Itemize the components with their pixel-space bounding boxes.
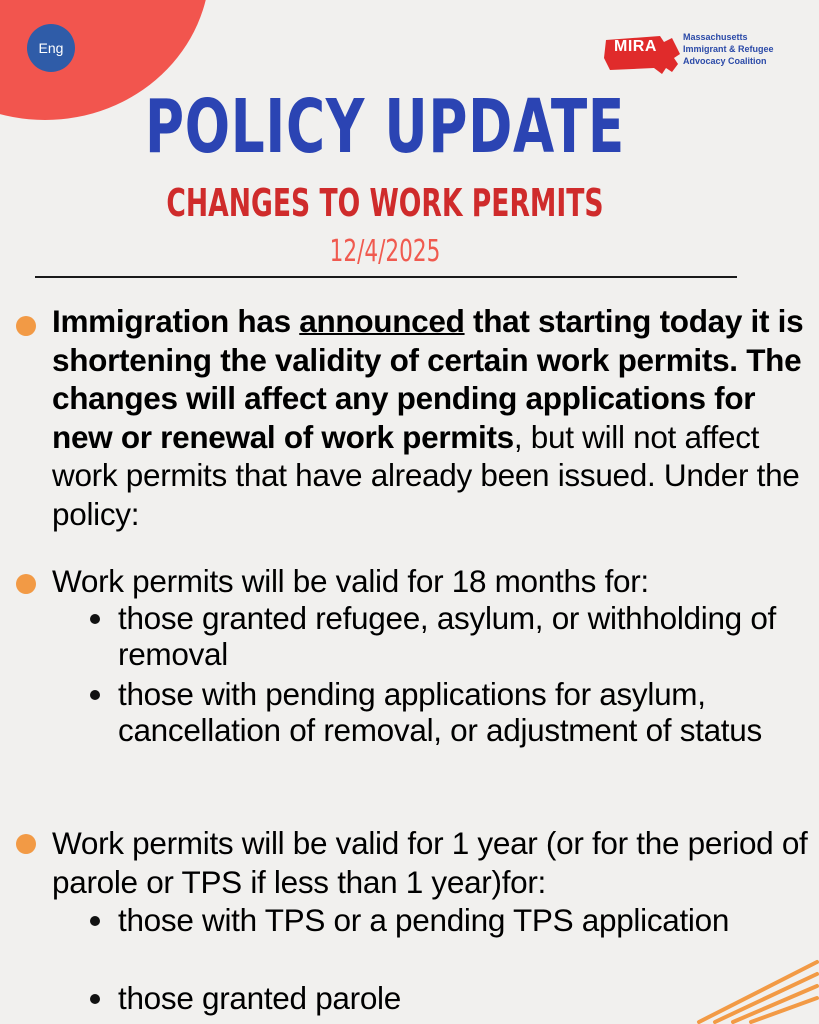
bullet-dot	[16, 834, 36, 854]
announced-link[interactable]: announced	[299, 303, 465, 339]
sub-bullet-dot	[90, 614, 100, 624]
bullet-dot	[16, 574, 36, 594]
section-18-item: those granted refugee, asylum, or withholding of removal	[118, 600, 777, 672]
section-1-year-lead: Work permits will be valid for 1 year (or for the period of parole or TPS if less than 1 year)for:	[52, 825, 808, 900]
page-subtitle: CHANGES TO WORK PERMITS	[166, 181, 604, 225]
section-1-year-item: those with TPS or a pending TPS application	[118, 902, 730, 938]
logo-org-name: Massachusetts Immigrant & Refugee Advocacy Coalition	[683, 32, 774, 66]
intro-paragraph: Immigration has announced that starting today it is shortening the validity of certain work permits. The changes will affect any pending applications for new or renewal of work permits, but will not affect work permits that have already been issued. Under the policy:	[52, 303, 804, 532]
sub-bullet-dot	[90, 916, 100, 926]
brush-stroke-decoration	[679, 954, 819, 1024]
bullet-dot	[16, 316, 36, 336]
mira-logo	[602, 28, 802, 82]
sub-bullet-dot	[90, 690, 100, 700]
post-date: 12/4/2025	[329, 234, 441, 269]
logo-mark: MIRA	[614, 38, 657, 55]
section-1-year-item: those granted parole	[118, 980, 401, 1016]
language-badge[interactable]: Eng	[27, 24, 75, 72]
page-title: POLICY UPDATE	[144, 84, 626, 170]
divider	[35, 276, 737, 278]
section-18-months-lead: Work permits will be valid for 18 months for:	[52, 563, 649, 599]
sub-bullet-dot	[90, 994, 100, 1004]
section-18-item: those with pending applications for asylum, cancellation of removal, or adjustment of status	[118, 676, 762, 748]
